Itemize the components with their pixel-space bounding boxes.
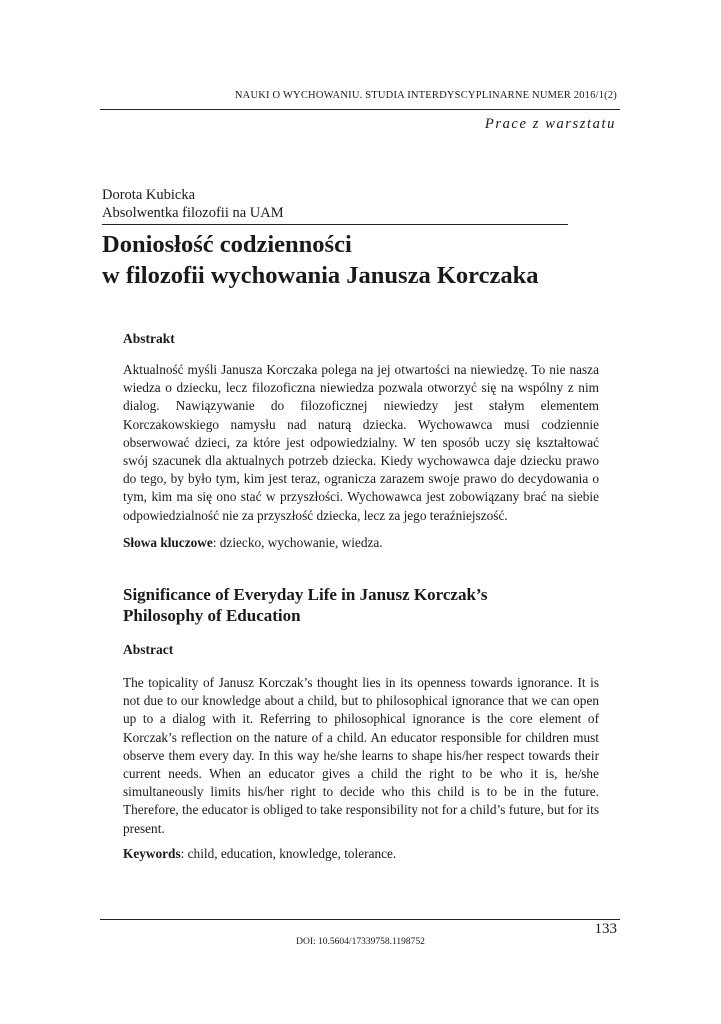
title-pl-line-2: w filozofii wychowania Janusza Korczaka [102,262,539,289]
author-name: Dorota Kubicka [102,187,196,203]
keywords-en-label: Keywords [123,846,181,861]
title-pl-line-1: Doniosłość codzienności [102,231,352,258]
section-label: Prace z warsztatu [484,116,616,132]
abstract-pl-heading: Abstrakt [123,331,175,346]
abstract-en-text: The topicality of Janusz Korczak’s thought lies in its openness towards ignorance. It is not due to our knowledge about a child, but to philosophical ignorance that we can open up to a dialog with it. Referring to philosophical ignorance is the core element of Korczak’s reflection on the nature of a child. An educator responsible for children must observe them every day. In this way he/she learns to shape his/her respect towards their current needs. When an educator gives a child the right to be who it is, he/she simultaneously limits his/her right to decide who this child is to be in the future. Therefore, the educator is obliged to take responsibility not for a child’s future, but for its present. [123,675,599,836]
abstract-pl-text: Aktualność myśli Janusza Korczaka polega na jej otwartości na niewiedzę. To nie nasza wiedza o dziecku, lecz filozoficzna niewiedza pozwala otworzyć się na wspólny z nim dialog. Nawiązywanie do filozoficznej niewiedzy jest stałym elementem Korczakowskiego namysłu nad naturą dziecka. Wychowawca musi codziennie obserwować dzieci, za które jest odpowiedzialny. W ten sposób uczy się kształtować swój szacunek dla aktualnych potrzeb dziecka. Kiedy wychowawca daje dziecku prawo do tego, by było tym, kim jest teraz, ogranicza zarazem swoje prawo do decydowania o tym, kim ma się ono stać w przyszłości. Wychowawca jest zobowiązany brać na siebie odpowiedzialność nie za przyszłość dziecka, lecz za jego teraźniejszość. [123,362,599,523]
header-rule [100,109,620,110]
footer-rule [100,919,620,920]
author-affiliation: Absolwentka filozofii na UAM [102,205,284,221]
journal-header: NAUKI O WYCHOWANIU. STUDIA INTERDYSCYPLINARNE NUMER 2016/1(2) [234,90,617,101]
article-title-pl [102,229,622,291]
keywords-pl-values: : dziecko, wychowanie, wiedza. [212,535,383,550]
keywords-en [123,846,599,862]
keywords-pl [123,535,599,551]
doi-label: DOI: 10.5604/17339758.1198752 [296,937,425,947]
keywords-en-values: : child, education, knowledge, tolerance. [180,846,397,861]
page-number: 133 [594,921,617,937]
article-title-en [123,584,603,626]
keywords-pl-label: Słowa kluczowe [123,535,213,550]
title-en-line-1: Significance of Everyday Life in Janusz Korczak’s [123,585,488,604]
author-block [102,186,284,222]
title-en-line-2: Philosophy of Education [123,606,301,625]
author-rule [102,224,568,225]
abstract-en-heading: Abstract [123,642,174,657]
